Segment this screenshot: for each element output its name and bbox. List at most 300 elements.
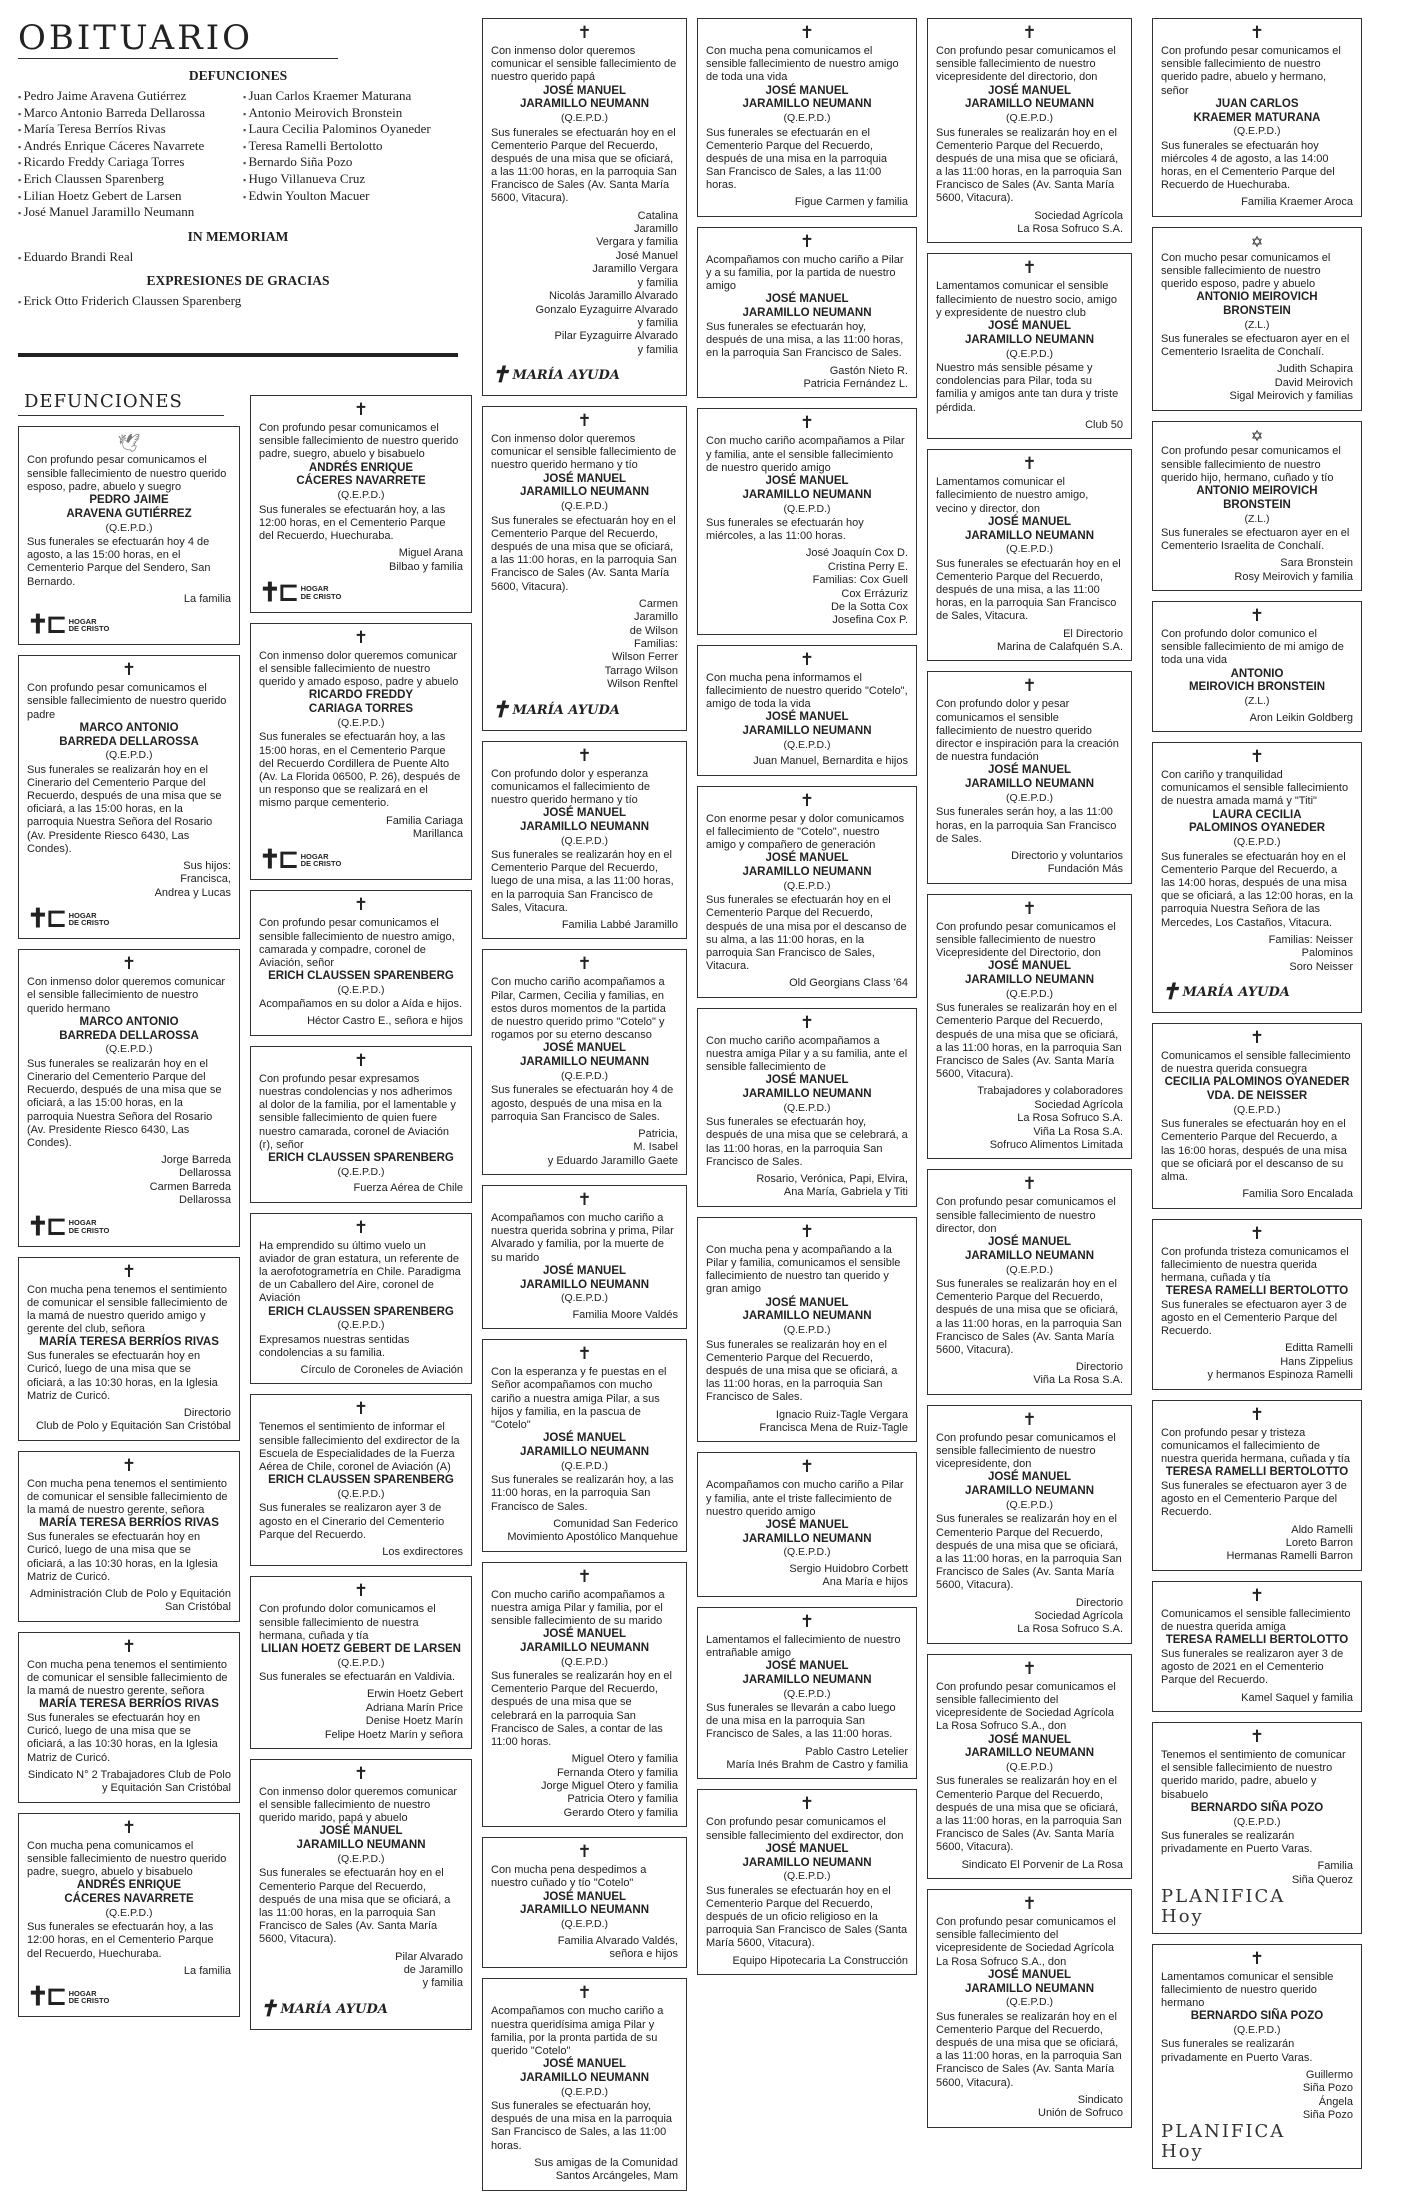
notice-intro: Con la esperanza y fe puestas en el Señor acompañamos con mucho cariño a nuestra amiga Pilar, a sus hijos y familia, en la pascua de "Cotelo" — [491, 1366, 667, 1431]
notice-body: Sus funerales se efectuarán hoy, a las 12:00 horas, en el Cementerio Parque del Recuerdo, Huechuraba. — [259, 503, 446, 542]
defunciones-list-right — [243, 88, 458, 221]
notice-qepd: (Q.E.P.D.) — [1233, 2024, 1281, 2037]
notice-intro: Con cariño y tranquilidad comunicamos el sensible fallecimiento de nuestra amada mamá y "Titi" — [1161, 769, 1349, 808]
notice-signature: Círculo de Coroneles de Aviación — [300, 1364, 463, 1377]
notice-body: Sus funerales serán hoy, a las 11:00 horas, en la parroquia San Francisco de Sales. — [936, 806, 1117, 845]
notice-intro: Lamentamos comunicar el sensible fallecimiento de nuestro socio, amigo y expresidente de nuestro club — [936, 280, 1117, 319]
notice-qepd: (Q.E.P.D.) — [1233, 1815, 1281, 1828]
logo-text: MARÍA AYUDA — [280, 2002, 388, 2018]
notice-intro: Con profundo pesar comunicamos el sensible fallecimiento de nuestro vicepresidente, don — [936, 1431, 1116, 1471]
cross-icon: ✝ — [577, 411, 592, 431]
obituary-notice — [1152, 421, 1362, 591]
notice-signature: Juan Manuel, Bernardita e hijos — [753, 755, 908, 768]
hogar-mark-icon: ✝⊏ — [27, 1211, 65, 1242]
deceased-name: TERESA RAMELLI BERTOLOTTO — [1165, 1285, 1349, 1298]
notice-body: Sus funerales se realizarán privadamente en Puerto Varas. — [1161, 2038, 1313, 2064]
cross-icon: ✝ — [799, 23, 815, 42]
notice-intro: Tenemos el sentimiento de comunicar el sensible fallecimiento de nuestro querido marido, padre, abuelo y bisabuelo — [1161, 1748, 1346, 1801]
deceased-name: JOSÉ MANUEL JARAMILLO NEUMANN — [519, 1042, 650, 1069]
notice-intro: Lamentamos comunicar el sensible fallecimiento de nuestro querido hermano — [1161, 1970, 1334, 2010]
obituary-notice — [482, 18, 687, 396]
index-entry: ▪ José Manuel Jaramillo Neumann — [18, 204, 243, 221]
index-entry: ▪ Antonio Meirovich Bronstein — [243, 105, 458, 122]
deceased-name: ANTONIO MEIROVICH BRONSTEIN — [1196, 484, 1318, 511]
cross-icon: ✝ — [799, 1221, 815, 1241]
cross-icon: ✝ — [1022, 898, 1037, 918]
notice-intro: Tenemos el sentimiento de informar el sensible fallecimiento del exdirector de la Escuela de Especialidades de la Fuerza Aérea de Chile, coronel de Aviación (A) — [259, 1421, 460, 1474]
obituary-notice — [18, 426, 240, 645]
notice-intro: Con profundo pesar comunicamos el sensible fallecimiento de nuestro querido hijo, hermano, cuñado y tío — [1161, 445, 1341, 484]
notice-qepd: (Q.E.P.D.) — [337, 983, 385, 996]
obituary-notice — [697, 1452, 917, 1596]
notice-signature: Aldo Ramelli Loreto Barron Hermanas Ramelli Barron — [1226, 1523, 1353, 1563]
notice-body: Sus funerales se efectuarán hoy, después de una misa que se celebrará, a las 11:00 horas, en la parroquia San Francisco de Sales. — [706, 1116, 908, 1168]
index-entry: ▪ Hugo Villanueva Cruz — [243, 171, 458, 188]
hogar-de-cristo-logo — [259, 845, 463, 876]
index-entry: ▪ Teresa Ramelli Bertolotto — [243, 138, 458, 155]
hogar-mark-icon: ✝⊏ — [259, 577, 297, 608]
notice-qepd: (Q.E.P.D.) — [783, 1324, 831, 1337]
deceased-name: ANDRÉS ENRIQUE CÁCERES NAVARRETE — [64, 1879, 194, 1905]
cross-icon: ✝ — [1249, 23, 1265, 42]
notice-intro: Lamentamos comunicar el fallecimiento de nuestro amigo, vecino y director, don — [936, 476, 1089, 515]
notice-intro: Con inmenso dolor queremos comunicar el sensible fallecimiento de nuestro querido y amado esposo, padre y abuelo — [259, 649, 459, 689]
notice-signature: Fuerza Aérea de Chile — [353, 1182, 463, 1195]
obituary-notice — [482, 949, 687, 1175]
deceased-name: JOSÉ MANUEL JARAMILLO NEUMANN — [519, 1890, 650, 1917]
notice-qepd: (Q.E.P.D.) — [1005, 347, 1054, 360]
notice-body: Sus funerales se efectuarán hoy miércoles, a las 11:00 horas. — [706, 516, 864, 543]
logo-text: HOGAR DE CRISTO — [300, 851, 342, 869]
hogar-mark-icon: ✝⊏ — [27, 1982, 65, 2013]
index-entry: ▪ Lilian Hoetz Gebert de Larsen — [18, 188, 243, 205]
column-4 — [697, 18, 917, 1985]
in-memoriam-list — [18, 249, 458, 266]
deceased-name: JOSÉ MANUEL JARAMILLO NEUMANN — [964, 764, 1095, 791]
cross-icon: ✝ — [1022, 258, 1037, 278]
notice-signature: El Directorio Marina de Calafquén S.A. — [997, 627, 1123, 654]
notice-qepd: (Q.E.P.D.) — [783, 879, 831, 892]
maria-ayuda-cross-icon: ✝ — [259, 1995, 278, 2022]
notice-qepd: (Q.E.P.D.) — [1233, 125, 1281, 138]
notice-body: Sus funerales se efectuaron ayer en el Cementerio Israelita de Conchalí. — [1161, 526, 1350, 553]
index-entry: ▪ Pedro Jaime Aravena Gutiérrez — [18, 88, 243, 105]
deceased-name: ERICH CLAUSSEN SPARENBERG — [268, 1305, 454, 1318]
index-entry: ▪ Erick Otto Friderich Claussen Sparenberg — [18, 293, 243, 310]
obituary-notice — [250, 395, 472, 613]
gracias-list — [18, 293, 243, 310]
deceased-name: CECILIA PALOMINOS OYANEDER VDA. DE NEISSER — [1164, 1076, 1350, 1103]
in-memoriam-heading: IN MEMORIAM — [187, 228, 289, 244]
notice-intro: Comunicamos el sensible fallecimiento de nuestra querida amiga — [1161, 1607, 1351, 1634]
deceased-name: JOSÉ MANUEL JARAMILLO NEUMANN — [964, 1733, 1095, 1760]
notice-intro: Con mucha pena tenemos el sentimiento de comunicar el sensible fallecimiento de la mamá de nuestro gerente, señora — [27, 1658, 228, 1698]
cross-icon: ✝ — [353, 1217, 369, 1237]
deceased-name: ANTONIO MEIROVICH BRONSTEIN — [1196, 291, 1318, 317]
notice-body: Sus funerales se realizarán hoy en el Cementerio Parque del Recuerdo, después de una misa que se oficiará, a las 11:00 horas, en la parroquia San Francisco de Sales (Av. Santa María 5600, Vitacura). — [936, 126, 1122, 205]
notice-body: Sus funerales se efectuarán hoy en el Cementerio Parque del Recuerdo, después de una misa que se oficiará, a las 11:00 horas, en la parroquia San Francisco de Sales (Av. Santa María 5600, Vitacura). — [491, 126, 677, 205]
notice-intro: Con profundo dolor comunicamos el sensible fallecimiento de nuestra hermana, cuñada y tía — [259, 1603, 436, 1642]
notice-intro: Con mucha pena tenemos el sentimiento de comunicar el sensible fallecimiento de la mamá de nuestro querido amigo y gerente del club, señora — [27, 1283, 228, 1336]
notice-body: Sus funerales se efectuarán hoy, a las 12:00 horas, en el Cementerio Parque del Recuerdo, Huechuraba. — [27, 1921, 214, 1960]
notice-signature: Gastón Nieto R. Patricia Fernández L. — [803, 364, 908, 390]
cross-icon: ✝ — [1022, 1409, 1037, 1429]
notices-column-1 — [18, 426, 240, 2017]
notice-body: Acompañamos en su dolor a Aída e hijos. — [259, 998, 463, 1011]
cross-icon: ✝ — [353, 1399, 369, 1419]
obituary-notice — [250, 1394, 472, 1566]
obituary-notice — [250, 1759, 472, 2030]
hogar-de-cristo-logo — [27, 610, 231, 641]
obituary-notice — [250, 1046, 472, 1203]
notice-body: Sus funerales se efectuarán hoy en Curicó, luego de una misa que se oficiará, a las 10:30 horas, en la Iglesia Matriz de Curicó. — [27, 1712, 218, 1764]
index-entry: ▪ Erich Claussen Sparenberg — [18, 171, 243, 188]
notice-body: Sus funerales se efectuarán hoy en el Cementerio Parque del Recuerdo, a las 14:00 horas, después de una misa que se oficiará, a las 12:00 horas, en la parroquia Nuestra Señora de las Mercedes, Los Castaños, Vitacura. — [1161, 850, 1354, 929]
notice-intro: Con mucha pena comunicamos el sensible fallecimiento de nuestro amigo de toda una vida — [706, 45, 899, 84]
cross-icon: ✝ — [799, 1794, 815, 1814]
notice-intro: Con mucho cariño acompañamos a Pilar y familia, ante el sensible fallecimiento de nuestro querido amigo — [706, 435, 905, 474]
notice-qepd: (Z.L.) — [1244, 318, 1270, 331]
obituary-notice — [697, 227, 917, 399]
cross-icon: ✝ — [577, 745, 592, 765]
notice-intro: Acompañamos con mucho cariño a nuestra querida sobrina y prima, Pilar Alvarado y familia, por la muerte de su marido — [491, 1212, 674, 1264]
notice-body: Sus funerales se realizarán hoy en el Cementerio Parque del Recuerdo, después de una misa que se oficiará, a las 11:00 horas, en la parroquia San Francisco de Sales. — [706, 1338, 898, 1404]
deceased-name: MARÍA TERESA BERRÍOS RIVAS — [39, 1698, 219, 1711]
notice-signature: Los exdirectores — [382, 1545, 463, 1558]
notice-intro: Con profundo dolor y esperanza comunicamos el fallecimiento de nuestro querido hermano y tío — [491, 767, 650, 806]
planifica-logo: PLANIFICA Hoy — [1161, 2121, 1286, 2163]
column-6 — [1152, 18, 1362, 2179]
cross-icon: ✝ — [1249, 1223, 1265, 1243]
notice-qepd: (Q.E.P.D.) — [1005, 1996, 1054, 2009]
notice-intro: Con inmenso dolor queremos comunicar el sensible fallecimiento de nuestro querido papá — [491, 45, 677, 84]
star-of-david-icon: ✡ — [1250, 427, 1264, 445]
index-entry: ▪ María Teresa Berríos Rivas — [18, 121, 243, 138]
obituary-notice — [697, 645, 917, 776]
notice-intro: Acompañamos con mucho cariño a Pilar y familia, ante el triste fallecimiento de nuestro querido amigo — [706, 1479, 904, 1518]
deceased-name: JOSÉ MANUEL JARAMILLO NEUMANN — [519, 84, 650, 111]
hogar-de-cristo-logo — [27, 904, 231, 935]
obituary-notice — [482, 1339, 687, 1551]
deceased-name: JOSÉ MANUEL JARAMILLO NEUMANN — [742, 711, 872, 738]
obituary-notice — [250, 890, 472, 1036]
hogar-mark-icon: ✝⊏ — [259, 845, 297, 876]
obituary-notice — [697, 1607, 917, 1780]
notice-intro: Con mucha pena informamos el fallecimiento de nuestro querido "Cotelo", amigo de toda la vida — [706, 671, 908, 711]
notice-body: Sus funerales se efectuarán en Valdivia. — [259, 1671, 456, 1684]
notice-body: Sus funerales se efectuaron ayer en el Cementerio Israelita de Conchalí. — [1161, 333, 1350, 359]
cross-icon: ✝ — [1249, 1726, 1265, 1746]
obituary-notice — [1152, 1219, 1362, 1390]
maria-ayuda-logo — [1161, 980, 1353, 1006]
hogar-de-cristo-logo — [27, 1211, 231, 1242]
notice-qepd: (Q.E.P.D.) — [1233, 836, 1281, 849]
notice-qepd: (Q.E.P.D.) — [783, 1870, 831, 1883]
notice-signature: Familia Soro Encalada — [1242, 1188, 1353, 1201]
deceased-name: JOSÉ MANUEL JARAMILLO NEUMANN — [964, 1235, 1095, 1262]
notice-signature: Directorio Club de Polo y Equitación San Cristóbal — [35, 1406, 231, 1433]
notice-body: Sus funerales se efectuarán hoy, después de una misa en la parroquia San Francisco de Sales, a las 11:00 horas. — [491, 2100, 673, 2152]
notice-qepd: (Q.E.P.D.) — [560, 834, 609, 847]
notice-intro: Ha emprendido su último vuelo un aviador de gran estatura, un referente de la aerofotogrametría en Chile. Paradigma de un Caballero del Aire, coronel de Aviación — [259, 1239, 461, 1305]
notice-body: Nuestro más sensible pésame y condolencias para Pilar, toda su familia y amigos ante tan dura y triste pérdida. — [936, 362, 1119, 414]
notice-intro: Con profundo pesar comunicamos el sensible fallecimiento de nuestro amigo, camarada y compadre, coronel de Aviación, señor — [259, 917, 455, 969]
deceased-name: ERICH CLAUSSEN SPARENBERG — [268, 1152, 454, 1165]
obituary-notice — [18, 655, 240, 939]
deceased-name: JUAN CARLOS KRAEMER MATURANA — [1193, 97, 1321, 124]
cross-icon: ✝ — [1249, 747, 1265, 767]
obituary-notice — [697, 1008, 917, 1207]
obituary-notice — [927, 1654, 1132, 1879]
hogar-de-cristo-logo — [259, 577, 463, 608]
column-5 — [927, 18, 1132, 2138]
obituary-notice — [927, 18, 1132, 243]
notice-signature: Pilar Alvarado de Jaramillo y familia — [395, 1950, 463, 1990]
cross-icon: ✝ — [799, 790, 815, 810]
notice-qepd: (Q.E.P.D.) — [1005, 1761, 1054, 1774]
deceased-name: BERNARDO SIÑA POZO — [1190, 2010, 1324, 2023]
obituary-notice — [927, 894, 1132, 1160]
notice-body: Sus funerales se efectuaron ayer 3 de agosto en el Cementerio Parque del Recuerdo. — [1161, 1480, 1347, 1519]
deceased-name: JOSÉ MANUEL JARAMILLO NEUMANN — [519, 807, 650, 833]
deceased-name: RICARDO FREDDY CARIAGA TORRES — [308, 689, 414, 716]
notice-body: Sus funerales se realizarán hoy, a las 11:00 horas, en la parroquia San Francisco de Sales. — [491, 1474, 674, 1513]
cross-icon: ✝ — [577, 1566, 592, 1586]
obituary-notice — [482, 1185, 687, 1329]
cross-icon: ✝ — [1022, 23, 1037, 42]
notice-body: Sus funerales se realizarán hoy en el Cinerario del Cementerio Parque del Recuerdo, después de una misa que se oficiará, a las 15:00 horas, en la parroquia Nuestra Señora del Rosario (Av. Presidente Riesco 6430, Las Condes). — [27, 763, 222, 855]
notice-signature: Kamel Saquel y familia — [1241, 1691, 1353, 1704]
deceased-name: JOSÉ MANUEL JARAMILLO NEUMANN — [742, 1296, 872, 1323]
notice-qepd: (Q.E.P.D.) — [337, 1488, 385, 1501]
obituary-notice — [1152, 1400, 1362, 1571]
notice-intro: Con profundo pesar comunicamos el sensible fallecimiento de nuestro querido padre, suegro, abuelo y bisabuelo — [259, 422, 459, 461]
notice-signature: Pablo Castro Letelier María Inés Brahm de Castro y familia — [726, 1745, 908, 1771]
notice-intro: Con profundo pesar comunicamos el sensible fallecimiento de nuestro Vicepresidente del Directorio, don — [936, 920, 1116, 960]
notice-signature: Sus hijos: Francisca, Andrea y Lucas — [154, 860, 231, 899]
notice-signature: Miguel Otero y familia Fernanda Otero y familia Jorge Miguel Otero y familia Patricia Otero y familia Gerardo Otero y familia — [541, 1753, 678, 1819]
notice-body: Sus funerales se efectuarán hoy en el Cementerio Parque del Recuerdo, después de una misa, a las 11:00 horas, en la parroquia San Francisco de Sales, Vitacura. — [936, 557, 1121, 623]
notice-intro: Con inmenso dolor queremos comunicar el sensible fallecimiento de nuestro querido marido, papá y abuelo — [259, 1785, 458, 1825]
notice-qepd: (Q.E.P.D.) — [560, 1918, 609, 1931]
column-2 — [250, 395, 472, 2040]
deceased-name: MARÍA TERESA BERRÍOS RIVAS — [39, 1336, 219, 1349]
notice-signature: Directorio Sociedad Agrícola La Rosa Sofruco S.A. — [1017, 1596, 1123, 1636]
notice-body: Sus funerales se efectuarán en el Cementerio Parque del Recuerdo, después de una misa en la parroquia San Francisco de Sales, a las 11:00 horas. — [706, 126, 888, 192]
notice-signature: Familia Siña Queroz — [1291, 1860, 1353, 1886]
notice-signature: Rosario, Verónica, Papi, Elvira, Ana María, Gabriela y Titi — [756, 1173, 908, 1199]
deceased-name: MARCO ANTONIO BARREDA DELLAROSSA — [59, 721, 199, 748]
notice-intro: Con inmenso dolor queremos comunicar el sensible fallecimiento de nuestro querido hermano — [27, 976, 226, 1015]
obituary-notice — [1152, 18, 1362, 217]
cross-icon: ✝ — [1022, 1658, 1037, 1678]
defunciones-list-left — [18, 88, 243, 221]
deceased-name: JOSÉ MANUEL JARAMILLO NEUMANN — [519, 1264, 650, 1291]
defunciones-heading: DEFUNCIONES — [188, 68, 288, 83]
cross-icon: ✝ — [353, 1050, 369, 1070]
notice-body: Sus funerales se efectuarán hoy en el Cementerio Parque del Recuerdo, después de una misa que se oficiará, a las 11:00 horas, en la parroquia San Francisco de Sales (Av. Santa María 5600, Vitacura). — [259, 1867, 451, 1946]
cross-icon: ✝ — [353, 627, 369, 647]
deceased-name: PEDRO JAIME ARAVENA GUTIÉRREZ — [66, 494, 192, 520]
cross-icon: ✝ — [353, 1763, 369, 1783]
index-entry: ▪ Edwin Youlton Macuer — [243, 188, 458, 205]
cross-icon: ✝ — [577, 1344, 592, 1364]
deceased-name: JOSÉ MANUEL JARAMILLO NEUMANN — [742, 293, 872, 320]
obituary-notice — [18, 1813, 240, 2018]
notice-body: Sus funerales se efectuarán hoy en el Cementerio Parque del Recuerdo, después de una misa por el descanso de su alma, a las 11:00 horas, en la parroquia San Francisco de Sales, Vitacura. — [706, 894, 907, 973]
deceased-name: JOSÉ MANUEL JARAMILLO NEUMANN — [964, 320, 1095, 346]
notice-signature: Figue Carmen y familia — [794, 196, 908, 209]
cross-icon: ✝ — [577, 954, 592, 974]
notice-intro: Con profundo pesar y tristeza comunicamos el fallecimiento de nuestra querida hermana, cuñada y tía — [1161, 1426, 1350, 1466]
notice-intro: Con profundo pesar comunicamos el sensible fallecimiento de nuestro vicepresidente del directorio, don — [936, 45, 1116, 84]
cross-icon: ✝ — [577, 1842, 592, 1862]
notice-intro: Con profundo pesar comunicamos el sensible fallecimiento de nuestro querido padre — [27, 682, 227, 721]
obituary-notice — [18, 949, 240, 1246]
notice-qepd: (Q.E.P.D.) — [337, 1656, 385, 1669]
obituary-notice — [482, 1978, 687, 2190]
notice-intro: Con profundo pesar comunicamos el sensible fallecimiento de nuestro director, don — [936, 1196, 1116, 1235]
cross-icon: ✝ — [121, 1261, 137, 1281]
obituary-notice — [250, 623, 472, 880]
logo-text: MARÍA AYUDA — [512, 368, 620, 384]
obituary-notice — [1152, 1023, 1362, 1209]
maria-ayuda-cross-icon: ✝ — [1161, 978, 1180, 1005]
obituary-notice — [1152, 601, 1362, 732]
index-entry: ▪ Laura Cecilia Palominos Oyaneder — [243, 121, 458, 138]
notice-signature: Club 50 — [1085, 418, 1123, 431]
notice-signature: Familia Moore Valdés — [572, 1308, 678, 1321]
notice-intro: Con enorme pesar y dolor comunicamos el fallecimiento de "Cotelo", nuestro amigo y compañero de generación — [706, 812, 905, 852]
cross-icon: ✝ — [1022, 1174, 1037, 1194]
notice-qepd: (Z.L.) — [1244, 695, 1270, 708]
maria-ayuda-logo — [491, 363, 678, 389]
notice-signature: Héctor Castro E., señora e hijos — [307, 1015, 463, 1028]
obituary-notice — [1152, 227, 1362, 411]
notice-qepd: (Q.E.P.D.) — [560, 1069, 609, 1082]
deceased-name: TERESA RAMELLI BERTOLOTTO — [1165, 1466, 1349, 1479]
notice-qepd: (Q.E.P.D.) — [783, 502, 831, 515]
index-entry: ▪ Eduardo Brandi Real — [18, 249, 458, 266]
maria-ayuda-logo — [491, 698, 678, 724]
notice-qepd: (Q.E.P.D.) — [1005, 1499, 1054, 1512]
notice-signature: Sara Bronstein Rosy Meirovich y familia — [1234, 557, 1353, 583]
logo-text: HOGAR DE CRISTO — [68, 1218, 110, 1235]
deceased-name: JOSÉ MANUEL JARAMILLO NEUMANN — [964, 1968, 1095, 1995]
index-entry: ▪ Bernardo Siña Pozo — [243, 154, 458, 171]
notice-body: Sus funerales se efectuarán hoy, después de una misa, a las 11:00 horas, en la parroquia San Francisco de Sales. — [706, 321, 904, 360]
cross-icon: ✝ — [799, 413, 815, 433]
deceased-name: JOSÉ MANUEL JARAMILLO NEUMANN — [742, 1074, 872, 1101]
obituary-notice — [1152, 1722, 1362, 1934]
notice-signature: Familia Labbé Jaramillo — [561, 919, 678, 931]
notice-qepd: (Q.E.P.D.) — [783, 1687, 831, 1700]
logo-text: HOGAR DE CRISTO — [68, 616, 110, 634]
cross-icon: ✝ — [577, 1190, 592, 1210]
cross-icon: ✝ — [577, 1983, 592, 2003]
notice-qepd: (Q.E.P.D.) — [337, 717, 385, 730]
notice-intro: Con mucho cariño acompañamos a nuestra amiga Pilar y a su familia, ante el sensible fallecimiento de — [706, 1034, 908, 1074]
hogar-mark-icon: ✝⊏ — [27, 904, 65, 935]
deceased-name: MARCO ANTONIO BARREDA DELLAROSSA — [59, 1015, 199, 1042]
notice-intro: Acompañamos con mucho cariño a nuestra queridísima amiga Pilar y familia, por la pronta partida de su querido "Cotelo" — [491, 2005, 664, 2057]
section-label: DEFUNCIONES — [18, 387, 224, 416]
dove-icon: 🕊 — [117, 433, 141, 454]
logo-text: MARÍA AYUDA — [1182, 985, 1290, 1001]
notice-signature: La familia — [183, 1964, 231, 1977]
logo-text: MARÍA AYUDA — [512, 702, 620, 718]
notice-signature: Aron Leikin Goldberg — [1249, 711, 1353, 724]
deceased-name: ERICH CLAUSSEN SPARENBERG — [268, 1474, 454, 1487]
notice-body: Sus funerales se efectuarán hoy en Curicó, luego de una misa que se oficiará, a las 10:30 horas, en la Iglesia Matriz de Curicó. — [27, 1531, 218, 1583]
notice-body: Sus funerales se realizarán hoy en el Cementerio Parque del Recuerdo, después de una misa que se oficiará, a las 11:00 horas, en la parroquia San Francisco de Sales (Av. Santa María 5600, Vitacura). — [936, 1775, 1122, 1854]
notice-qepd: (Q.E.P.D.) — [1005, 543, 1054, 556]
notice-body: Sus funerales se llevarán a cabo luego de una misa en la parroquia San Francisco de Sales, a las 11:00 horas. — [706, 1702, 896, 1741]
notice-qepd: (Q.E.P.D.) — [337, 1319, 385, 1332]
notice-body: Sus funerales se realizarán hoy en el Cementerio Parque del Recuerdo, después de una misa que se oficiará, a las 11:00 horas, en la parroquia San Francisco de Sales (Av. Santa María 5600, Vitacura). — [936, 2010, 1122, 2089]
cross-icon: ✝ — [799, 231, 815, 251]
notice-signature: Ignacio Ruiz-Tagle Vergara Francisca Mena de Ruiz-Tagle — [759, 1408, 908, 1434]
cross-icon: ✝ — [1249, 1948, 1265, 1968]
cross-icon: ✝ — [1249, 606, 1265, 626]
notice-body: Sus funerales se efectuaron ayer 3 de agosto en el Cementerio Parque del Recuerdo. — [1161, 1298, 1347, 1338]
notice-qepd: (Q.E.P.D.) — [783, 738, 831, 751]
maria-ayuda-logo — [259, 1997, 463, 2023]
notice-signature: Sindicato El Porvenir de La Rosa — [961, 1858, 1123, 1871]
notice-body: Expresamos nuestras sentidas condolencias a su familia. — [259, 1333, 410, 1359]
deceased-name: JOSÉ MANUEL JARAMILLO NEUMANN — [742, 1842, 872, 1869]
notice-signature: Judith Schapira David Meirovich Sigal Meirovich y familias — [1229, 363, 1353, 403]
page-title: OBITUARIO — [18, 18, 338, 59]
notice-intro: Con mucha pena y acompañando a la Pilar y familia, comunicamos el sensible fallecimiento de nuestro tan querido y gran amigo — [706, 1243, 901, 1296]
notice-body: Sus funerales se realizarán privadamente en Puerto Varas. — [1161, 1829, 1313, 1856]
obituary-notice — [927, 671, 1132, 883]
notice-intro: Con profundo pesar comunicamos el sensible fallecimiento del vicepresidente de Sociedad Agrícola La Rosa Sofruco S.A., don — [936, 1916, 1116, 1968]
notice-body: Sus funerales se efectuarán hoy 4 de agosto, después de una misa en la parroquia San Francisco de Sales. — [491, 1084, 674, 1123]
cross-icon: ✝ — [353, 400, 369, 419]
notice-signature: Familia Cariaga Marillanca — [385, 814, 463, 840]
notice-intro: Con mucha pena comunicamos el sensible fallecimiento de nuestro querido padre, suegro, abuelo y bisabuelo — [27, 1839, 227, 1879]
cross-icon: ✝ — [121, 1817, 137, 1837]
notice-qepd: (Q.E.P.D.) — [105, 1043, 153, 1056]
notice-qepd: (Q.E.P.D.) — [337, 1853, 385, 1866]
cross-icon: ✝ — [353, 895, 369, 915]
hogar-mark-icon: ✝⊏ — [27, 610, 65, 641]
cross-icon: ✝ — [1249, 1585, 1265, 1605]
obituary-notice — [1152, 742, 1362, 1013]
deceased-name: JOSÉ MANUEL JARAMILLO NEUMANN — [964, 84, 1095, 111]
cross-icon: ✝ — [577, 23, 592, 42]
notice-intro: Acompañamos con mucho cariño a Pilar y a su familia, por la partida de nuestro amigo — [706, 253, 904, 293]
notice-signature: Catalina Jaramillo Vergara y familia José Manuel Jaramillo Vergara y familia Nicolás Jaramillo Alvarado Gonzalo Eyzaguirre Alvarado y familia Pilar Eyzaguirre Alvarado y familia — [535, 209, 678, 356]
notice-signature: Administración Club de Polo y Equitación San Cristóbal — [29, 1587, 231, 1614]
cross-icon: ✝ — [1249, 1404, 1265, 1424]
notice-intro: Con profundo dolor y pesar comunicamos el sensible fallecimiento de nuestro querido director e inspiración para la creación de nuestra fundación — [936, 698, 1119, 764]
cross-icon: ✝ — [799, 1457, 815, 1477]
notice-qepd: (Q.E.P.D.) — [1233, 1103, 1281, 1116]
notice-qepd: (Q.E.P.D.) — [1005, 987, 1054, 1000]
deceased-name: JOSÉ MANUEL JARAMILLO NEUMANN — [742, 1660, 872, 1686]
obituary-notice — [927, 449, 1132, 661]
obituary-notice — [250, 1576, 472, 1749]
notice-intro: Con mucho pesar comunicamos el sensible fallecimiento de nuestro querido esposo, padre y abuelo — [1161, 251, 1331, 290]
notice-body: Sus funerales se efectuarán hoy en el Cementerio Parque del Recuerdo, después de una misa que se oficiará, a las 11:00 horas, en la parroquia San Francisco de Sales (Av. Santa María 5600, Vitacura). — [491, 514, 677, 593]
notice-signature: Editta Ramelli Hans Zippelius y hermanos Espinoza Ramelli — [1207, 1342, 1353, 1382]
notice-intro: Con profundo dolor comunico el sensible fallecimiento de mi amigo de toda una vida — [1161, 628, 1344, 667]
notice-signature: Equipo Hipotecaria La Construcción — [732, 1954, 908, 1967]
cross-icon: ✝ — [1249, 1027, 1265, 1047]
maria-ayuda-cross-icon: ✝ — [491, 696, 510, 723]
